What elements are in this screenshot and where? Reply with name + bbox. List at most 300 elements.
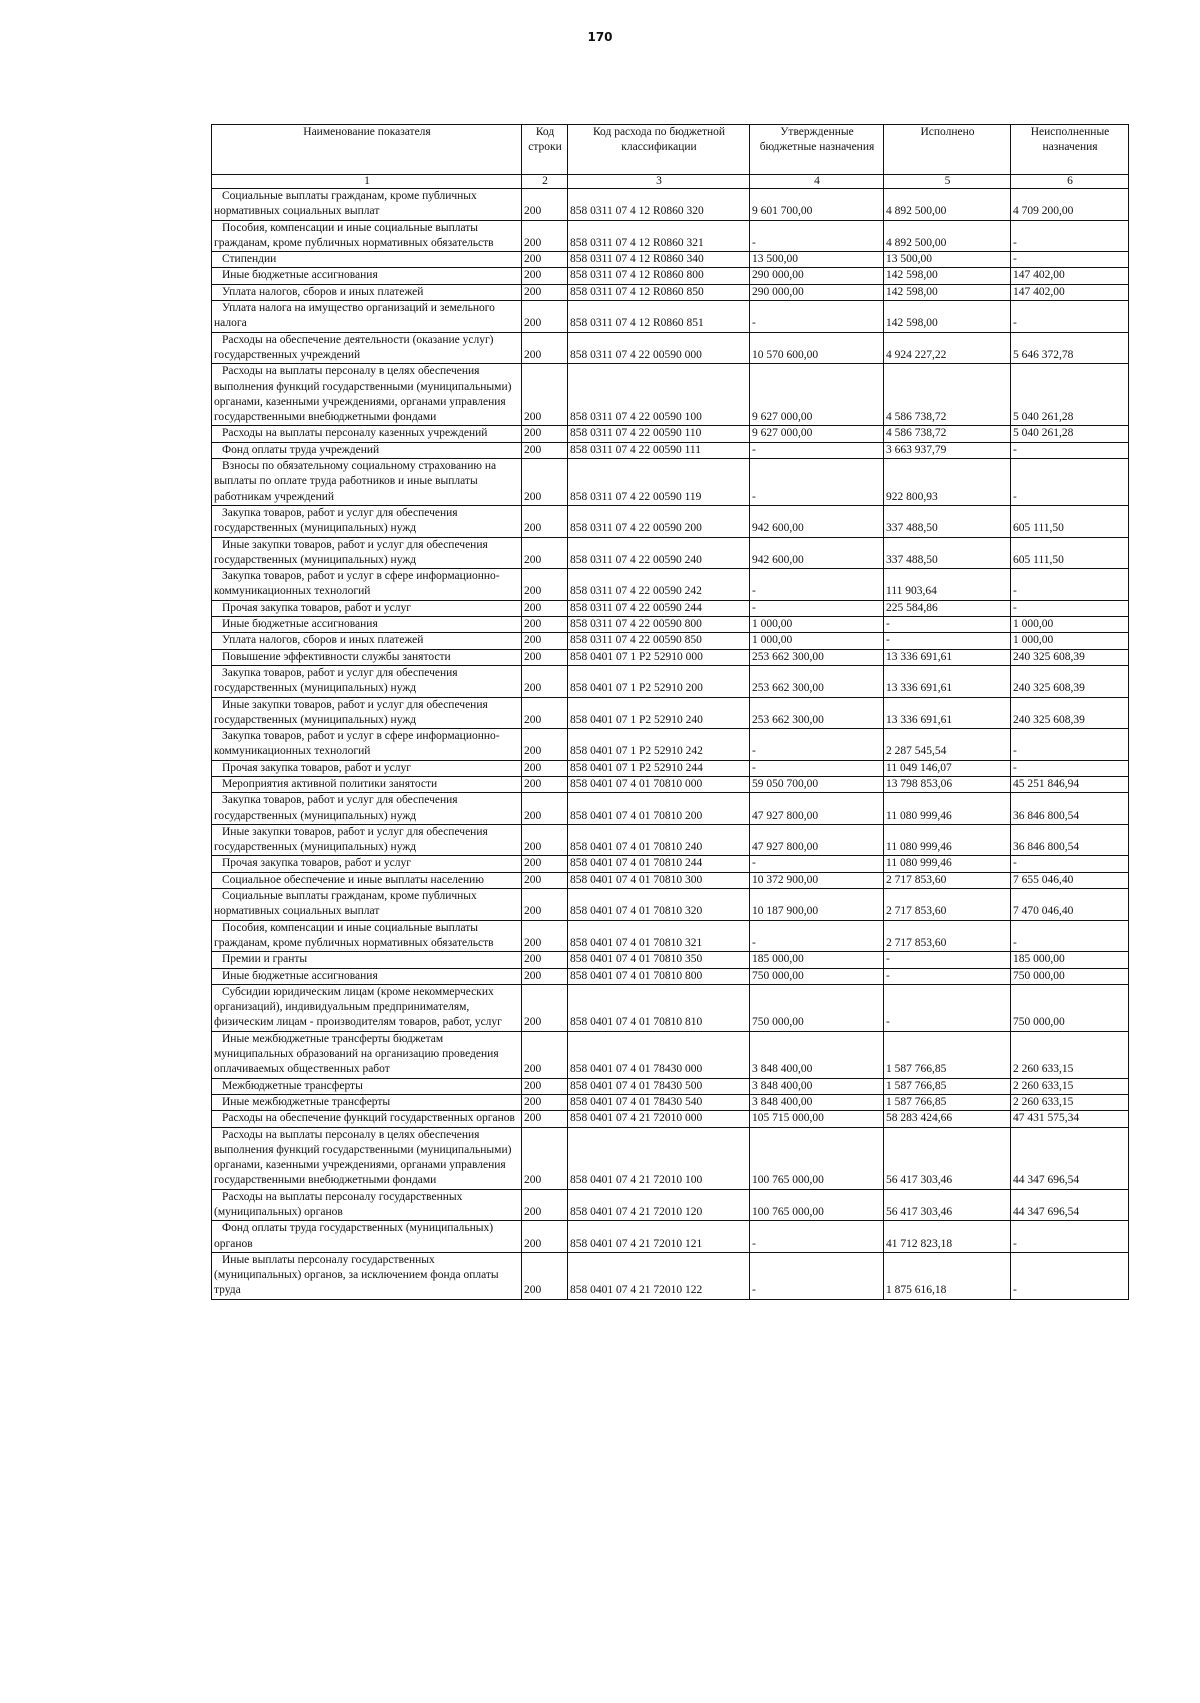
- approved-amount-cell: -: [750, 600, 884, 616]
- column-number: 1: [212, 175, 522, 189]
- indicator-name-cell: [212, 617, 522, 633]
- budget-code-cell: 858 0311 07 4 22 00590 000: [568, 332, 750, 364]
- unexecuted-amount-cell: 147 402,00: [1011, 268, 1129, 284]
- approved-amount-cell: 13 500,00: [750, 252, 884, 268]
- approved-amount-cell: 10 570 600,00: [750, 332, 884, 364]
- line-code-cell: 200: [522, 600, 568, 616]
- indicator-name-cell: [212, 633, 522, 649]
- budget-code-cell: 858 0401 07 4 01 70810 000: [568, 776, 750, 792]
- unexecuted-amount-cell: 7 470 046,40: [1011, 889, 1129, 921]
- budget-code-cell: 858 0401 07 1 P2 52910 242: [568, 729, 750, 761]
- indicator-name-cell: [212, 1078, 522, 1094]
- budget-code-cell: 858 0311 07 4 12 R0860 320: [568, 189, 750, 221]
- table-row: [212, 1094, 1129, 1110]
- indicator-name-text: Иные закупки товаров, работ и услуг для обеспечения государственных (муниципальных) нужд: [214, 825, 488, 854]
- table-row: [212, 776, 1129, 792]
- executed-amount-cell: 337 488,50: [884, 537, 1011, 569]
- line-code-cell: 200: [522, 1111, 568, 1127]
- budget-code-cell: 858 0401 07 4 21 72010 122: [568, 1252, 750, 1299]
- executed-amount-cell: 1 587 766,85: [884, 1078, 1011, 1094]
- executed-amount-cell: 337 488,50: [884, 505, 1011, 537]
- table-row: [212, 617, 1129, 633]
- indicator-name-cell: [212, 697, 522, 729]
- indicator-name-cell: [212, 252, 522, 268]
- executed-amount-cell: 142 598,00: [884, 284, 1011, 300]
- indicator-name-cell: [212, 220, 522, 252]
- budget-code-cell: 858 0401 07 1 P2 52910 240: [568, 697, 750, 729]
- unexecuted-amount-cell: -: [1011, 1221, 1129, 1253]
- unexecuted-amount-cell: 4 709 200,00: [1011, 189, 1129, 221]
- column-number: 5: [884, 175, 1011, 189]
- table-row: [212, 252, 1129, 268]
- unexecuted-amount-cell: 147 402,00: [1011, 284, 1129, 300]
- budget-code-cell: 858 0401 07 4 01 70810 321: [568, 920, 750, 952]
- indicator-name-text: Иные бюджетные ассигнования: [222, 969, 378, 982]
- executed-amount-cell: -: [884, 968, 1011, 984]
- unexecuted-amount-cell: 2 260 633,15: [1011, 1094, 1129, 1110]
- indicator-name-cell: [212, 189, 522, 221]
- indicator-name-text: Иные закупки товаров, работ и услуг для обеспечения государственных (муниципальных) нужд: [214, 538, 488, 566]
- unexecuted-amount-cell: -: [1011, 252, 1129, 268]
- executed-amount-cell: 41 712 823,18: [884, 1221, 1011, 1253]
- executed-amount-cell: 225 584,86: [884, 600, 1011, 616]
- indicator-name-text: Фонд оплаты труда государственных (муниципальных) органов: [214, 1222, 494, 1250]
- unexecuted-amount-cell: -: [1011, 442, 1129, 458]
- executed-amount-cell: 56 417 303,46: [884, 1189, 1011, 1221]
- approved-amount-cell: -: [750, 856, 884, 872]
- approved-amount-cell: 750 000,00: [750, 968, 884, 984]
- table-body: [212, 189, 1129, 1300]
- table-row: [212, 793, 1129, 825]
- executed-amount-cell: 1 587 766,85: [884, 1094, 1011, 1110]
- budget-code-cell: 858 0401 07 4 01 70810 800: [568, 968, 750, 984]
- budget-code-cell: 858 0311 07 4 22 00590 100: [568, 364, 750, 426]
- line-code-cell: 200: [522, 984, 568, 1031]
- budget-code-cell: 858 0401 07 4 01 70810 200: [568, 793, 750, 825]
- line-code-cell: 200: [522, 920, 568, 952]
- executed-amount-cell: -: [884, 617, 1011, 633]
- budget-code-cell: 858 0401 07 4 01 70810 244: [568, 856, 750, 872]
- table-row: [212, 268, 1129, 284]
- unexecuted-amount-cell: 605 111,50: [1011, 537, 1129, 569]
- unexecuted-amount-cell: 185 000,00: [1011, 952, 1129, 968]
- executed-amount-cell: 13 500,00: [884, 252, 1011, 268]
- line-code-cell: 200: [522, 268, 568, 284]
- executed-amount-cell: -: [884, 984, 1011, 1031]
- indicator-name-cell: [212, 968, 522, 984]
- indicator-name-text: Прочая закупка товаров, работ и услуг: [222, 857, 411, 870]
- unexecuted-amount-cell: 1 000,00: [1011, 617, 1129, 633]
- executed-amount-cell: 2 717 853,60: [884, 920, 1011, 952]
- table-row: [212, 284, 1129, 300]
- table-row: [212, 984, 1129, 1031]
- unexecuted-amount-cell: 240 325 608,39: [1011, 697, 1129, 729]
- approved-amount-cell: 942 600,00: [750, 537, 884, 569]
- budget-code-cell: 858 0401 07 4 01 70810 320: [568, 889, 750, 921]
- line-code-cell: 200: [522, 633, 568, 649]
- budget-code-cell: 858 0401 07 4 01 70810 240: [568, 824, 750, 856]
- budget-code-cell: 858 0401 07 4 21 72010 100: [568, 1127, 750, 1189]
- table-row: [212, 824, 1129, 856]
- budget-code-cell: 858 0311 07 4 22 00590 242: [568, 569, 750, 601]
- approved-amount-cell: -: [750, 760, 884, 776]
- line-code-cell: 200: [522, 569, 568, 601]
- budget-code-cell: 858 0401 07 4 21 72010 121: [568, 1221, 750, 1253]
- table-row: [212, 697, 1129, 729]
- executed-amount-cell: 4 892 500,00: [884, 220, 1011, 252]
- table-row: [212, 537, 1129, 569]
- column-numbers-row: [212, 175, 1129, 189]
- executed-amount-cell: 1 587 766,85: [884, 1031, 1011, 1078]
- table-row: [212, 920, 1129, 952]
- indicator-name-cell: [212, 1189, 522, 1221]
- indicator-name-cell: [212, 537, 522, 569]
- table-row: [212, 220, 1129, 252]
- budget-code-cell: 858 0311 07 4 22 00590 200: [568, 505, 750, 537]
- table-row: [212, 1221, 1129, 1253]
- table-row: [212, 1189, 1129, 1221]
- indicator-name-cell: [212, 1031, 522, 1078]
- approved-amount-cell: 3 848 400,00: [750, 1078, 884, 1094]
- executed-amount-cell: 4 586 738,72: [884, 426, 1011, 442]
- line-code-cell: 200: [522, 665, 568, 697]
- header-approved: Утвержденные бюджетные назначения: [750, 125, 884, 175]
- budget-code-cell: 858 0401 07 4 21 72010 000: [568, 1111, 750, 1127]
- budget-code-cell: 858 0311 07 4 12 R0860 850: [568, 284, 750, 300]
- indicator-name-text: Расходы на выплаты персоналу государственных (муниципальных) органов: [214, 1190, 463, 1218]
- table-header-row: [212, 125, 1129, 175]
- indicator-name-text: Уплата налогов, сборов и иных платежей: [222, 285, 424, 298]
- executed-amount-cell: 13 336 691,61: [884, 665, 1011, 697]
- indicator-name-cell: [212, 1127, 522, 1189]
- indicator-name-cell: [212, 332, 522, 364]
- unexecuted-amount-cell: 5 040 261,28: [1011, 364, 1129, 426]
- indicator-name-cell: [212, 793, 522, 825]
- unexecuted-amount-cell: -: [1011, 920, 1129, 952]
- indicator-name-cell: [212, 952, 522, 968]
- approved-amount-cell: 100 765 000,00: [750, 1189, 884, 1221]
- approved-amount-cell: 9 627 000,00: [750, 426, 884, 442]
- executed-amount-cell: 3 663 937,79: [884, 442, 1011, 458]
- indicator-name-text: Фонд оплаты труда учреждений: [222, 443, 380, 456]
- unexecuted-amount-cell: -: [1011, 220, 1129, 252]
- unexecuted-amount-cell: 7 655 046,40: [1011, 872, 1129, 888]
- line-code-cell: 200: [522, 459, 568, 506]
- indicator-name-text: Прочая закупка товаров, работ и услуг: [222, 761, 411, 774]
- indicator-name-text: Иные бюджетные ассигнования: [222, 269, 378, 282]
- table-row: [212, 600, 1129, 616]
- line-code-cell: 200: [522, 1127, 568, 1189]
- line-code-cell: 200: [522, 442, 568, 458]
- budget-code-cell: 858 0311 07 4 22 00590 111: [568, 442, 750, 458]
- indicator-name-cell: [212, 872, 522, 888]
- table-row: [212, 459, 1129, 506]
- approved-amount-cell: 105 715 000,00: [750, 1111, 884, 1127]
- budget-code-cell: 858 0311 07 4 12 R0860 800: [568, 268, 750, 284]
- indicator-name-text: Закупка товаров, работ и услуг для обеспечения государственных (муниципальных) нужд: [214, 666, 458, 695]
- table-row: [212, 1127, 1129, 1189]
- line-code-cell: 200: [522, 968, 568, 984]
- indicator-name-text: Расходы на обеспечение функций государственных органов: [222, 1112, 515, 1125]
- table-row: [212, 729, 1129, 761]
- unexecuted-amount-cell: 5 646 372,78: [1011, 332, 1129, 364]
- executed-amount-cell: 56 417 303,46: [884, 1127, 1011, 1189]
- approved-amount-cell: 100 765 000,00: [750, 1127, 884, 1189]
- table-row: [212, 633, 1129, 649]
- line-code-cell: 200: [522, 537, 568, 569]
- column-number: 4: [750, 175, 884, 189]
- indicator-name-cell: [212, 889, 522, 921]
- approved-amount-cell: 3 848 400,00: [750, 1031, 884, 1078]
- table-row: [212, 442, 1129, 458]
- approved-amount-cell: 185 000,00: [750, 952, 884, 968]
- approved-amount-cell: 290 000,00: [750, 284, 884, 300]
- approved-amount-cell: 59 050 700,00: [750, 776, 884, 792]
- line-code-cell: 200: [522, 1078, 568, 1094]
- header-executed: Исполнено: [884, 125, 1011, 175]
- indicator-name-text: Расходы на выплаты персоналу казенных учреждений: [222, 427, 488, 440]
- line-code-cell: 200: [522, 872, 568, 888]
- indicator-name-cell: [212, 760, 522, 776]
- line-code-cell: 200: [522, 505, 568, 537]
- executed-amount-cell: 1 875 616,18: [884, 1252, 1011, 1299]
- unexecuted-amount-cell: 240 325 608,39: [1011, 665, 1129, 697]
- indicator-name-text: Расходы на выплаты персоналу в целях обеспечения выполнения функций государственными (муниципальными) органами, казенными учреждениями, органами управления государственными внебюджетными фондами: [214, 365, 512, 424]
- approved-amount-cell: 47 927 800,00: [750, 824, 884, 856]
- executed-amount-cell: 142 598,00: [884, 301, 1011, 333]
- table-row: [212, 889, 1129, 921]
- approved-amount-cell: -: [750, 729, 884, 761]
- indicator-name-cell: [212, 665, 522, 697]
- executed-amount-cell: 2 287 545,54: [884, 729, 1011, 761]
- table-row: [212, 1252, 1129, 1299]
- budget-code-cell: 858 0311 07 4 22 00590 244: [568, 600, 750, 616]
- executed-amount-cell: 11 080 999,46: [884, 856, 1011, 872]
- indicator-name-cell: [212, 1221, 522, 1253]
- indicator-name-text: Иные закупки товаров, работ и услуг для обеспечения государственных (муниципальных) нужд: [214, 698, 488, 726]
- approved-amount-cell: 9 601 700,00: [750, 189, 884, 221]
- approved-amount-cell: 253 662 300,00: [750, 697, 884, 729]
- unexecuted-amount-cell: -: [1011, 856, 1129, 872]
- indicator-name-cell: [212, 824, 522, 856]
- indicator-name-cell: [212, 1094, 522, 1110]
- budget-execution-table: [211, 124, 1129, 1300]
- approved-amount-cell: 942 600,00: [750, 505, 884, 537]
- indicator-name-cell: [212, 649, 522, 665]
- indicator-name-cell: [212, 1111, 522, 1127]
- indicator-name-text: Закупка товаров, работ и услуг в сфере информационно-коммуникационных технологий: [214, 730, 500, 758]
- header-unexecuted: Неисполненные назначения: [1011, 125, 1129, 175]
- line-code-cell: 200: [522, 1189, 568, 1221]
- unexecuted-amount-cell: 605 111,50: [1011, 505, 1129, 537]
- budget-code-cell: 858 0401 07 4 01 78430 540: [568, 1094, 750, 1110]
- budget-code-cell: 858 0311 07 4 22 00590 850: [568, 633, 750, 649]
- approved-amount-cell: 47 927 800,00: [750, 793, 884, 825]
- executed-amount-cell: 4 586 738,72: [884, 364, 1011, 426]
- indicator-name-cell: [212, 920, 522, 952]
- header-indicator-name: Наименование показателя: [212, 125, 522, 175]
- executed-amount-cell: 11 049 146,07: [884, 760, 1011, 776]
- executed-amount-cell: 922 800,93: [884, 459, 1011, 506]
- budget-code-cell: 858 0401 07 1 P2 52910 244: [568, 760, 750, 776]
- budget-code-cell: 858 0311 07 4 12 R0860 340: [568, 252, 750, 268]
- budget-code-cell: 858 0401 07 4 01 70810 300: [568, 872, 750, 888]
- approved-amount-cell: 253 662 300,00: [750, 649, 884, 665]
- budget-code-cell: 858 0401 07 1 P2 52910 000: [568, 649, 750, 665]
- executed-amount-cell: 111 903,64: [884, 569, 1011, 601]
- budget-code-cell: 858 0401 07 4 01 70810 350: [568, 952, 750, 968]
- indicator-name-cell: [212, 569, 522, 601]
- table-row: [212, 1031, 1129, 1078]
- indicator-name-text: Уплата налога на имущество организаций и земельного налога: [214, 302, 495, 330]
- line-code-cell: 200: [522, 697, 568, 729]
- indicator-name-text: Закупка товаров, работ и услуг в сфере информационно-коммуникационных технологий: [214, 570, 500, 598]
- indicator-name-cell: [212, 600, 522, 616]
- unexecuted-amount-cell: 2 260 633,15: [1011, 1031, 1129, 1078]
- indicator-name-text: Мероприятия активной политики занятости: [222, 777, 438, 790]
- line-code-cell: 200: [522, 332, 568, 364]
- executed-amount-cell: 2 717 853,60: [884, 889, 1011, 921]
- unexecuted-amount-cell: 1 000,00: [1011, 633, 1129, 649]
- indicator-name-text: Пособия, компенсации и иные социальные выплаты гражданам, кроме публичных нормативных обязательств: [214, 921, 494, 949]
- unexecuted-amount-cell: -: [1011, 729, 1129, 761]
- executed-amount-cell: 13 336 691,61: [884, 697, 1011, 729]
- budget-code-cell: 858 0401 07 1 P2 52910 200: [568, 665, 750, 697]
- indicator-name-text: Повышение эффективности службы занятости: [222, 650, 451, 663]
- indicator-name-cell: [212, 984, 522, 1031]
- unexecuted-amount-cell: 2 260 633,15: [1011, 1078, 1129, 1094]
- table-row: [212, 189, 1129, 221]
- indicator-name-text: Социальное обеспечение и иные выплаты населению: [222, 873, 484, 886]
- approved-amount-cell: -: [750, 1252, 884, 1299]
- approved-amount-cell: 253 662 300,00: [750, 665, 884, 697]
- unexecuted-amount-cell: 750 000,00: [1011, 968, 1129, 984]
- approved-amount-cell: -: [750, 220, 884, 252]
- table-row: [212, 665, 1129, 697]
- executed-amount-cell: 2 717 853,60: [884, 872, 1011, 888]
- line-code-cell: 200: [522, 760, 568, 776]
- executed-amount-cell: 13 798 853,06: [884, 776, 1011, 792]
- budget-code-cell: 858 0401 07 4 21 72010 120: [568, 1189, 750, 1221]
- unexecuted-amount-cell: 44 347 696,54: [1011, 1189, 1129, 1221]
- approved-amount-cell: -: [750, 1221, 884, 1253]
- column-number: 2: [522, 175, 568, 189]
- line-code-cell: 200: [522, 729, 568, 761]
- indicator-name-cell: [212, 729, 522, 761]
- table-row: [212, 649, 1129, 665]
- line-code-cell: 200: [522, 649, 568, 665]
- executed-amount-cell: 11 080 999,46: [884, 824, 1011, 856]
- unexecuted-amount-cell: 240 325 608,39: [1011, 649, 1129, 665]
- indicator-name-text: Расходы на выплаты персоналу в целях обеспечения выполнения функций государственными (муниципальными) органами, казенными учреждениями, органами управления государственными внебюджетными фондами: [214, 1128, 512, 1187]
- indicator-name-text: Социальные выплаты гражданам, кроме публичных нормативных социальных выплат: [214, 190, 477, 218]
- unexecuted-amount-cell: 750 000,00: [1011, 984, 1129, 1031]
- unexecuted-amount-cell: -: [1011, 600, 1129, 616]
- executed-amount-cell: 11 080 999,46: [884, 793, 1011, 825]
- executed-amount-cell: 13 336 691,61: [884, 649, 1011, 665]
- line-code-cell: 200: [522, 952, 568, 968]
- line-code-cell: 200: [522, 1252, 568, 1299]
- approved-amount-cell: 1 000,00: [750, 633, 884, 649]
- line-code-cell: 200: [522, 220, 568, 252]
- indicator-name-text: Иные выплаты персоналу государственных (муниципальных) органов, за исключением фонда оплаты труда: [214, 1253, 499, 1297]
- line-code-cell: 200: [522, 252, 568, 268]
- unexecuted-amount-cell: 36 846 800,54: [1011, 793, 1129, 825]
- indicator-name-text: Иные межбюджетные трансферты: [222, 1095, 391, 1108]
- line-code-cell: 200: [522, 889, 568, 921]
- indicator-name-text: Взносы по обязательному социальному страхованию на выплаты по оплате труда работников и иные выплаты работникам учреждений: [214, 460, 497, 503]
- line-code-cell: 200: [522, 824, 568, 856]
- indicator-name-cell: [212, 364, 522, 426]
- line-code-cell: 200: [522, 776, 568, 792]
- line-code-cell: 200: [522, 1221, 568, 1253]
- approved-amount-cell: 10 372 900,00: [750, 872, 884, 888]
- executed-amount-cell: -: [884, 952, 1011, 968]
- approved-amount-cell: 9 627 000,00: [750, 364, 884, 426]
- indicator-name-text: Расходы на обеспечение деятельности (оказание услуг) государственных учреждений: [214, 333, 494, 361]
- line-code-cell: 200: [522, 284, 568, 300]
- indicator-name-cell: [212, 776, 522, 792]
- unexecuted-amount-cell: 45 251 846,94: [1011, 776, 1129, 792]
- indicator-name-text: Прочая закупка товаров, работ и услуг: [222, 601, 411, 614]
- indicator-name-cell: [212, 426, 522, 442]
- unexecuted-amount-cell: 36 846 800,54: [1011, 824, 1129, 856]
- header-line-code: Код строки: [522, 125, 568, 175]
- page-number: 170: [587, 30, 613, 44]
- indicator-name-text: Социальные выплаты гражданам, кроме публичных нормативных социальных выплат: [214, 890, 477, 918]
- budget-code-cell: 858 0311 07 4 22 00590 119: [568, 459, 750, 506]
- unexecuted-amount-cell: -: [1011, 569, 1129, 601]
- table-row: [212, 364, 1129, 426]
- indicator-name-text: Закупка товаров, работ и услуг для обеспечения государственных (муниципальных) нужд: [214, 506, 458, 535]
- budget-code-cell: 858 0311 07 4 22 00590 240: [568, 537, 750, 569]
- budget-code-cell: 858 0311 07 4 12 R0860 321: [568, 220, 750, 252]
- approved-amount-cell: -: [750, 569, 884, 601]
- line-code-cell: 200: [522, 301, 568, 333]
- approved-amount-cell: -: [750, 459, 884, 506]
- executed-amount-cell: 4 892 500,00: [884, 189, 1011, 221]
- line-code-cell: 200: [522, 617, 568, 633]
- table-row: [212, 505, 1129, 537]
- indicator-name-cell: [212, 442, 522, 458]
- executed-amount-cell: 58 283 424,66: [884, 1111, 1011, 1127]
- line-code-cell: 200: [522, 793, 568, 825]
- indicator-name-cell: [212, 1252, 522, 1299]
- indicator-name-cell: [212, 505, 522, 537]
- column-number: 6: [1011, 175, 1129, 189]
- indicator-name-text: Закупка товаров, работ и услуг для обеспечения государственных (муниципальных) нужд: [214, 794, 458, 822]
- approved-amount-cell: -: [750, 442, 884, 458]
- budget-code-cell: 858 0311 07 4 22 00590 110: [568, 426, 750, 442]
- line-code-cell: 200: [522, 1031, 568, 1078]
- indicator-name-text: Межбюджетные трансферты: [222, 1079, 363, 1092]
- header-budget-classification: Код расхода по бюджетной классификации: [568, 125, 750, 175]
- unexecuted-amount-cell: -: [1011, 459, 1129, 506]
- unexecuted-amount-cell: 47 431 575,34: [1011, 1111, 1129, 1127]
- budget-code-cell: 858 0401 07 4 01 70810 810: [568, 984, 750, 1031]
- table-row: [212, 569, 1129, 601]
- approved-amount-cell: 750 000,00: [750, 984, 884, 1031]
- table-row: [212, 332, 1129, 364]
- table-row: [212, 952, 1129, 968]
- indicator-name-text: Иные бюджетные ассигнования: [222, 618, 378, 631]
- indicator-name-cell: [212, 856, 522, 872]
- budget-code-cell: 858 0401 07 4 01 78430 500: [568, 1078, 750, 1094]
- budget-code-cell: 858 0311 07 4 22 00590 800: [568, 617, 750, 633]
- table-row: [212, 1111, 1129, 1127]
- line-code-cell: 200: [522, 1094, 568, 1110]
- unexecuted-amount-cell: 44 347 696,54: [1011, 1127, 1129, 1189]
